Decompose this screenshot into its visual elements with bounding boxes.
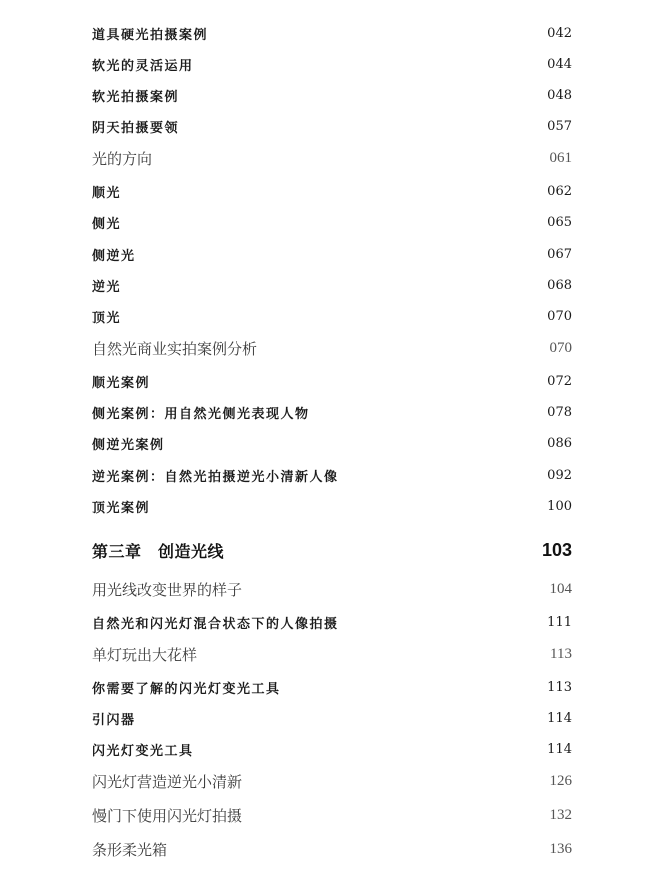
- toc-chapter[interactable]: [92, 538, 572, 562]
- entry-title: 侧光案例：用自然光侧光表现人物: [92, 406, 310, 422]
- entry-title: 逆光案例：自然光拍摄逆光小清新人像: [92, 469, 339, 485]
- entry-title: 侧逆光: [92, 248, 136, 264]
- section-title: 用光线改变世界的样子: [92, 581, 243, 599]
- toc-entry[interactable]: [92, 83, 572, 107]
- entry-title: 逆光: [92, 279, 122, 295]
- section-page: 104: [549, 580, 572, 597]
- entry-page: 044: [547, 56, 572, 72]
- toc-entry[interactable]: [92, 304, 572, 328]
- entry-page: 062: [547, 183, 572, 199]
- entry-title: 顺光案例: [92, 375, 151, 391]
- entry-page: 111: [547, 614, 572, 630]
- entry-page: 086: [547, 435, 572, 451]
- chapter-page: 103: [541, 539, 572, 560]
- entry-page: 114: [547, 741, 572, 757]
- section-title: 条形柔光箱: [92, 841, 168, 859]
- entry-page: 100: [547, 498, 572, 514]
- entry-title: 阴天拍摄要领: [92, 120, 180, 136]
- toc-entry[interactable]: [92, 52, 572, 76]
- toc-section[interactable]: [92, 837, 572, 861]
- toc-entry[interactable]: [92, 706, 572, 730]
- section-page: 132: [549, 806, 572, 823]
- section-page: 061: [549, 149, 572, 166]
- toc-entry[interactable]: [92, 463, 572, 487]
- section-title: 闪光灯营造逆光小清新: [92, 773, 243, 791]
- entry-title: 引闪器: [92, 712, 136, 728]
- toc-entry[interactable]: [92, 369, 572, 393]
- toc-entry[interactable]: [92, 242, 572, 266]
- section-page: 136: [549, 840, 572, 857]
- toc-section[interactable]: [92, 146, 572, 170]
- toc-entry[interactable]: [92, 400, 572, 424]
- entry-page: 068: [547, 277, 572, 293]
- toc-entry[interactable]: [92, 675, 572, 699]
- toc-entry[interactable]: [92, 114, 572, 138]
- toc-entry[interactable]: [92, 179, 572, 203]
- toc-entry[interactable]: [92, 210, 572, 234]
- section-title: 慢门下使用闪光灯拍摄: [92, 807, 243, 825]
- entry-title: 侧逆光案例: [92, 437, 165, 453]
- entry-title: 顺光: [92, 185, 122, 201]
- entry-title: 闪光灯变光工具: [92, 743, 194, 759]
- toc-section[interactable]: [92, 577, 572, 601]
- section-title: 光的方向: [92, 150, 153, 168]
- entry-title: 软光的灵活运用: [92, 58, 194, 74]
- entry-page: 078: [547, 404, 572, 420]
- chapter-title: 第三章 创造光线: [92, 543, 225, 561]
- toc-section[interactable]: [92, 769, 572, 793]
- entry-page: 067: [547, 246, 572, 262]
- toc-section[interactable]: [92, 642, 572, 666]
- section-page: 070: [549, 339, 572, 356]
- entry-title: 软光拍摄案例: [92, 89, 180, 105]
- toc-entry[interactable]: [92, 273, 572, 297]
- section-title: 自然光商业实拍案例分析: [92, 340, 258, 358]
- entry-page: 114: [547, 710, 572, 726]
- entry-title: 侧光: [92, 216, 122, 232]
- toc-section[interactable]: [92, 803, 572, 827]
- section-title: 单灯玩出大花样: [92, 646, 198, 664]
- entry-title: 顶光案例: [92, 500, 151, 516]
- entry-title: 顶光: [92, 310, 122, 326]
- entry-page: 113: [547, 679, 572, 695]
- entry-page: 092: [547, 467, 572, 483]
- entry-page: 072: [547, 373, 572, 389]
- toc-entry[interactable]: [92, 21, 572, 45]
- section-page: 126: [549, 772, 572, 789]
- section-page: 113: [550, 645, 572, 662]
- entry-page: 042: [547, 25, 572, 41]
- entry-page: 048: [547, 87, 572, 103]
- entry-title: 你需要了解的闪光灯变光工具: [92, 681, 281, 697]
- toc-entry[interactable]: [92, 494, 572, 518]
- entry-title: 道具硬光拍摄案例: [92, 27, 209, 43]
- toc-entry[interactable]: [92, 737, 572, 761]
- entry-page: 070: [547, 308, 572, 324]
- toc-section[interactable]: [92, 336, 572, 360]
- entry-page: 057: [547, 118, 572, 134]
- toc-entry[interactable]: [92, 610, 572, 634]
- toc-entry[interactable]: [92, 431, 572, 455]
- entry-title: 自然光和闪光灯混合状态下的人像拍摄: [92, 616, 339, 632]
- entry-page: 065: [547, 214, 572, 230]
